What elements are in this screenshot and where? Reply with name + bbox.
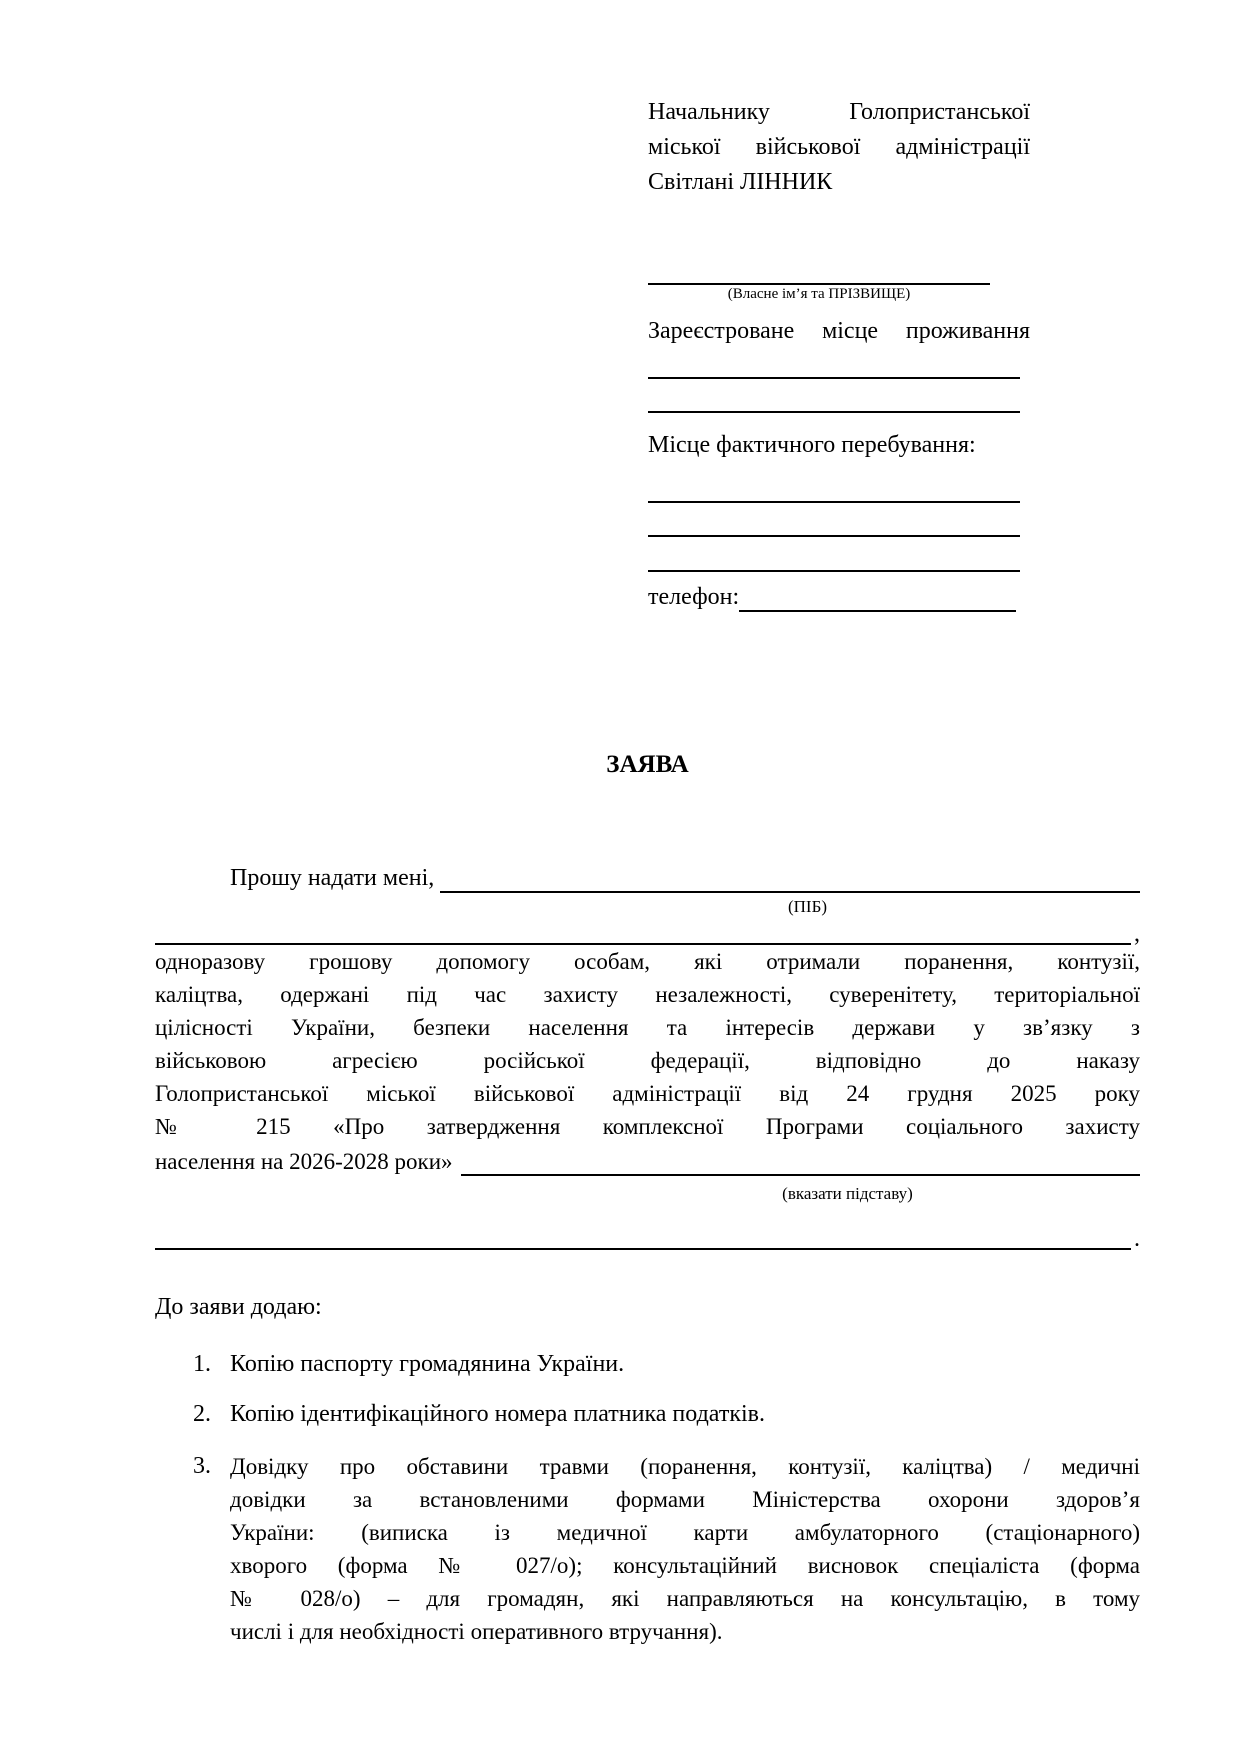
request-paragraph-line: каліцтва, одержані під час захисту незалежності, суверенітету, територіальної: [155, 982, 1140, 1007]
attachment-item-text: [230, 1450, 1140, 1648]
attachment-item: [155, 1450, 1140, 1648]
basis-blank-line: [461, 1141, 1140, 1176]
request-paragraph-last-line: [155, 1143, 1140, 1176]
request-blank-row: [155, 919, 1140, 945]
trailing-comma: ,: [1134, 921, 1140, 947]
attachment-item-text: Копію паспорту громадянина України.: [230, 1351, 625, 1377]
attachments-heading: До заяви додаю:: [155, 1294, 322, 1320]
recipient-line: міської військової адміністрації: [648, 134, 1030, 160]
attachment-item-line: хворого (форма № 027/о); консультаційний висновок спеціаліста (форма: [230, 1553, 1140, 1578]
phone-blank-line: [739, 570, 1016, 612]
recipient-line: Начальнику Голопристанської: [648, 99, 1030, 125]
actual-location-blank-line: [648, 503, 1020, 537]
request-lead-text: Прошу надати мені,: [230, 865, 435, 891]
actual-location-label: Місце фактичного перебування:: [648, 432, 976, 458]
request-paragraph-line: цілісності України, безпеки населення та інтересів держави у зв’язку з: [155, 1015, 1140, 1040]
attachment-item-text: Копію ідентифікаційного номера платника податків.: [230, 1401, 765, 1427]
registered-residence-label: Зареєстроване місце проживання: [648, 318, 1030, 344]
attachment-item-line: довідки за встановленими формами Міністерства охорони здоров’я: [230, 1487, 1140, 1512]
request-paragraph-line: № 215 «Про затвердження комплексної Програми соціального захисту: [155, 1114, 1140, 1139]
registered-residence-blank-line: [648, 348, 1020, 379]
actual-location-blank-line: [648, 462, 1020, 503]
recipient-block: [648, 95, 1030, 200]
request-blank-line: [155, 917, 1131, 945]
request-paragraph-line: одноразову грошову допомогу особам, які отримали поранення, контузії,: [155, 949, 1140, 974]
list-number: 1.: [193, 1351, 211, 1377]
phone-row: [648, 572, 1016, 612]
list-number: 2.: [193, 1401, 211, 1427]
request-lead-row: [155, 860, 1140, 893]
document-title: ЗАЯВА: [606, 751, 689, 778]
pib-caption: (ПІБ): [787, 897, 828, 916]
attachment-item-line: Довідку про обставини травми (поранення, контузії, каліцтва) / медичні: [230, 1454, 1140, 1479]
request-final-blank-line: [155, 1204, 1131, 1250]
request-paragraph-line: Голопристанської міської військової адміністрації від 24 грудня 2025 року: [155, 1081, 1140, 1106]
trailing-period: .: [1134, 1226, 1140, 1252]
attachment-item: [155, 1348, 1140, 1381]
basis-caption: (вказати підставу): [782, 1184, 913, 1203]
phone-label: телефон:: [648, 584, 740, 610]
program-years-text: населення на 2026-2028 роки»: [155, 1149, 453, 1174]
attachment-item-line: України: (виписка із медичної карти амбулаторного (стаціонарного): [230, 1520, 1140, 1545]
registered-residence-blank-line: [648, 379, 1020, 413]
attachment-item-line: № 028/о) – для громадян, які направляються на консультацію, в тому: [230, 1586, 1140, 1611]
actual-location-blank-line: [648, 537, 1020, 572]
request-paragraph-line: військовою агресією російської федерації, відповідно до наказу: [155, 1048, 1140, 1073]
attachment-item: [155, 1398, 1140, 1431]
attachment-item-line: числі і для необхідності оперативного втручання).: [230, 1619, 723, 1644]
recipient-line: Світлані ЛІННИК: [648, 169, 833, 195]
applicant-name-caption: (Власне ім’я та ПРІЗВИЩЕ): [727, 286, 911, 302]
applicant-name-blank-line: [648, 200, 990, 285]
list-number: 3.: [193, 1453, 211, 1479]
pib-blank-line: [440, 858, 1140, 893]
request-final-blank-row: [155, 1206, 1140, 1250]
